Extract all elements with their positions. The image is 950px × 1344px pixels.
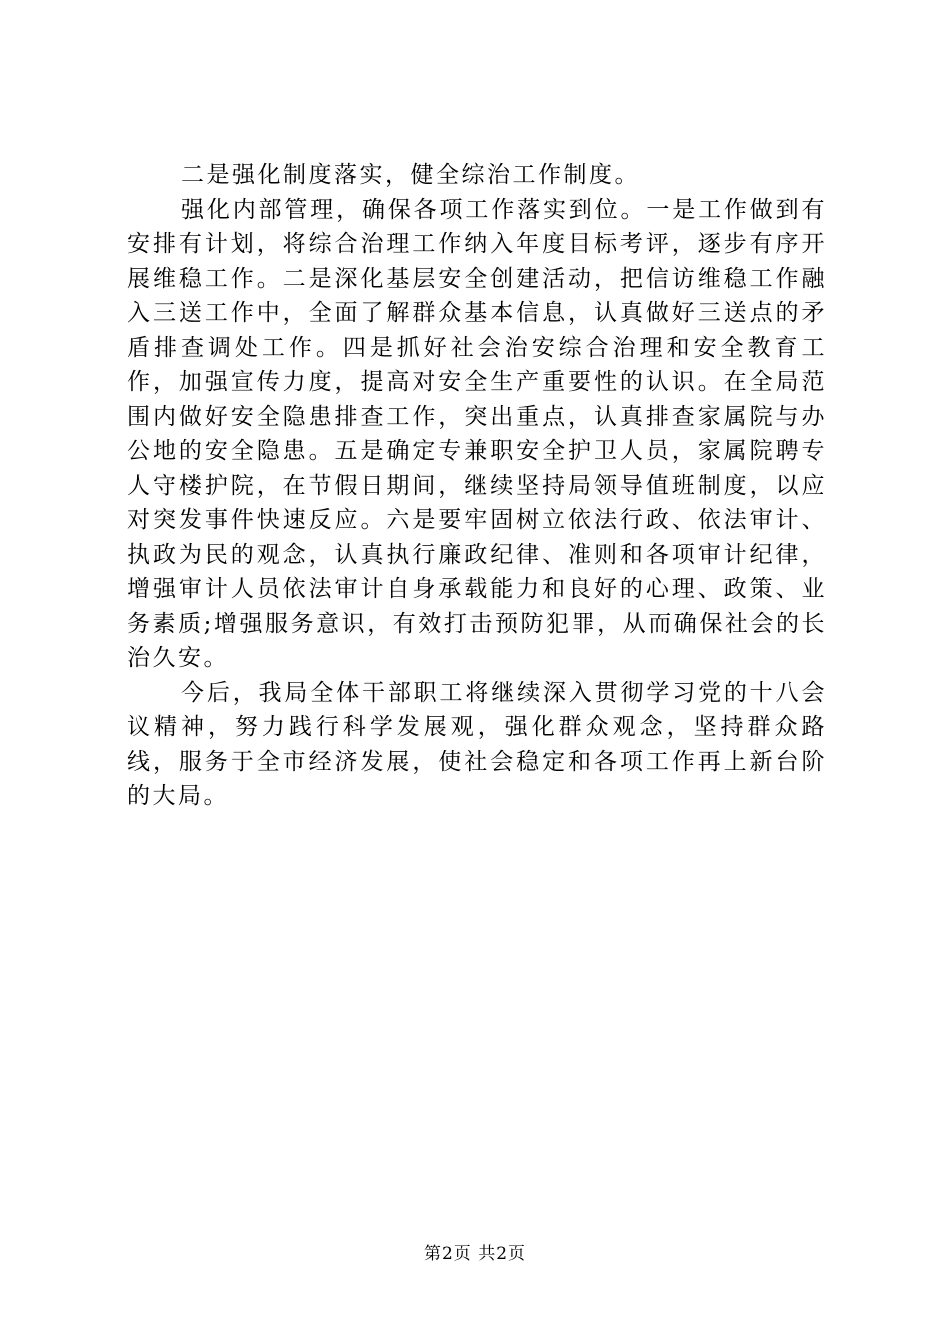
paragraph-management: 强化内部管理，确保各项工作落实到位。一是工作做到有安排有计划，将综合治理工作纳入年度目标考评，逐步有序开展维稳工作。二是深化基层安全创建活动，把信访维稳工作融入三送工作中，全面了解群众基本信息，认真做好三送点的矛盾排查调处工作。四是抓好社会治安综合治理和安全教育工作，加强宣传力度，提高对安全生产重要性的认识。在全局范围内做好安全隐患排查工作，突出重点，认真排查家属院与办公地的安全隐患。五是确定专兼职安全护卫人员，家属院聘专人守楼护院，在节假日期间，继续坚持局领导值班制度，以应对突发事件快速反应。六是要牢固树立依法行政、依法审计、执政为民的观念，认真执行廉政纪律、准则和各项审计纪律，增强审计人员依法审计自身承载能力和良好的心理、政策、业务素质;增强服务意识，有效打击预防犯罪，从而确保社会的长治久安。 [127,196,827,671]
paragraph-outlook: 今后，我局全体干部职工将继续深入贯彻学习党的十八会议精神，努力践行科学发展观，强化群众观念，坚持群众路线，服务于全市经济发展，使社会稳定和各项工作再上新台阶的大局。 [127,679,827,809]
paragraph-institution: 二是强化制度落实，健全综治工作制度。 [181,162,640,188]
page-number-footer: 第2页 共2页 [423,1244,527,1264]
document-body [127,158,827,814]
